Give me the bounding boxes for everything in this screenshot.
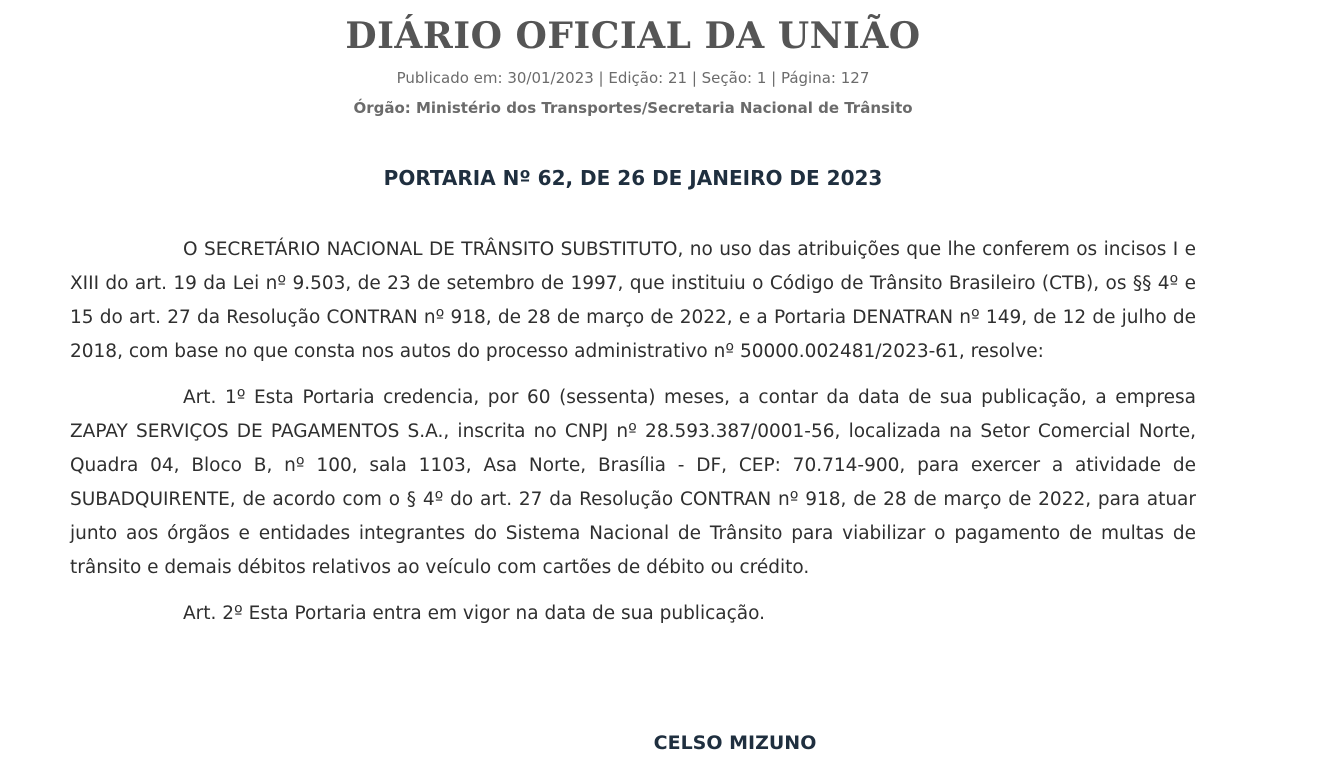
- issuing-organ: Órgão: Ministério dos Transportes/Secretaria Nacional de Trânsito: [353, 99, 913, 117]
- act-title: PORTARIA Nº 62, DE 26 DE JANEIRO DE 2023: [383, 166, 883, 190]
- article-2-paragraph: Art. 2º Esta Portaria entra em vigor na data de sua publicação.: [183, 603, 765, 624]
- signatory-name: CELSO MIZUNO: [653, 732, 817, 754]
- preamble-paragraph: O SECRETÁRIO NACIONAL DE TRÂNSITO SUBSTITUTO, no uso das atribuições que lhe conferem os incisos I e XIII do art. 19 da Lei nº 9.503, de 23 de setembro de 1997, que instituiu o Código de Trânsito Brasileiro (CTB), os §§ 4º e 15 do art. 27 da Resolução CONTRAN nº 918, de 28 de março de 2022, e a Portaria DENATRAN nº 149, de 12 de julho de 2018, com base no que consta nos autos do processo administrativo nº 50000.002481/2023-61, resolve:: [70, 239, 1196, 362]
- masthead: [0, 12, 1266, 118]
- article-1-paragraph: Art. 1º Esta Portaria credencia, por 60 (sessenta) meses, a contar da data de sua publicação, a empresa ZAPAY SERVIÇOS DE PAGAMENTOS S.A., inscrita no CNPJ nº 28.593.387/0001-56, localizada na Setor Comercial Norte, Quadra 04, Bloco B, nº 100, sala 1103, Asa Norte, Brasília - DF, CEP: 70.714-900, para exercer a atividade de SUBADQUIRENTE, de acordo com o § 4º do art. 27 da Resolução CONTRAN nº 918, de 28 de março de 2022, para atuar junto aos órgãos e entidades integrantes do Sistema Nacional de Trânsito para viabilizar o pagamento de multas de trânsito e demais débitos relativos ao veículo com cartões de débito ou crédito.: [70, 387, 1196, 578]
- act-body: [70, 233, 1196, 643]
- publication-info: Publicado em: 30/01/2023 | Edição: 21 | Seção: 1 | Página: 127: [396, 69, 870, 87]
- journal-title: DIÁRIO OFICIAL DA UNIÃO: [345, 15, 921, 57]
